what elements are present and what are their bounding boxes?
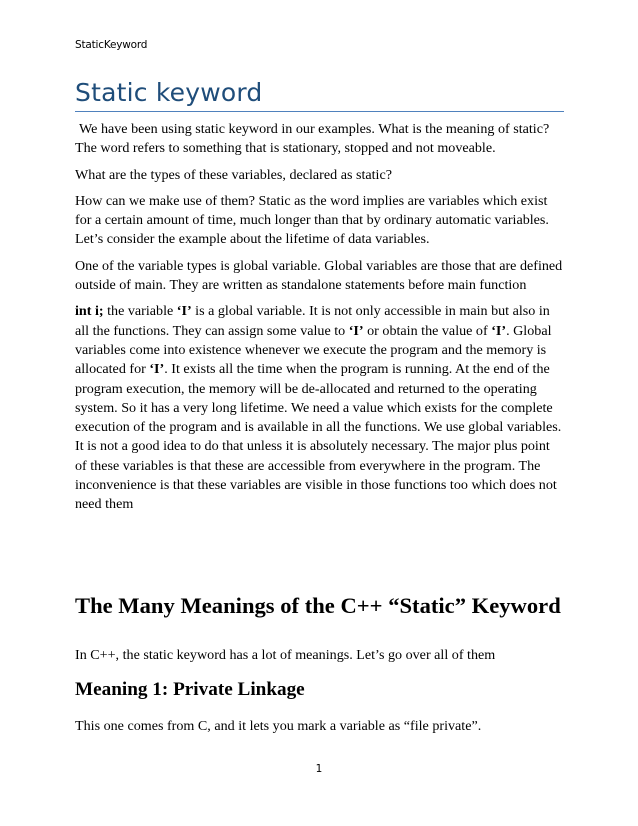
quoted-i: ‘I’ — [149, 361, 165, 378]
section-heading: The Many Meanings of the C++ “Static” Keyword — [75, 593, 561, 618]
subsection-text: This one comes from C, and it lets you mark a variable as “file private”. — [75, 718, 482, 734]
paragraph-intro: We have been using static keyword in our examples. What is the meaning of static? The word refers to something that is stationary, stopped and not moveable. — [75, 121, 550, 157]
paragraph-int-i — [75, 302, 565, 514]
running-header: StaticKeyword — [75, 39, 148, 51]
text-segment: or obtain the value of — [363, 322, 492, 339]
quoted-i: ‘I’ — [491, 322, 507, 339]
quoted-i: ‘I’ — [348, 322, 364, 339]
subsection-heading: Meaning 1: Private Linkage — [75, 679, 305, 700]
paragraph-global-variable: One of the variable types is global variable. Global variables are those that are defined outside of main. They are written as standalone statements before main function — [75, 257, 563, 294]
section-intro: In C++, the static keyword has a lot of meanings. Let’s go over all of them — [75, 647, 496, 663]
text-segment: . Global variables come into existence whenever we execute the program and the memory is allocated for — [75, 322, 552, 378]
code-int-i: int i; — [75, 303, 104, 320]
text-segment: is a global variable. It is not only accessible in main but also in all the functions. They can assign some value to — [75, 303, 550, 339]
page-number: 1 — [315, 763, 323, 775]
title-underline — [75, 111, 564, 112]
paragraph-question: What are the types of these variables, declared as static? — [75, 166, 392, 183]
body-text — [75, 120, 565, 522]
text-segment: . It exists all the time when the program is running. At the end of the program execution, the memory will be de-allocated and returned to the operating system. So it has a very long lifetime. We need a value which exists for the complete execution of the program and is available in all the functions. We use global variables. It is not a good idea to do that unless it is absolutely necessary. The major plus point of these variables is that these are accessible from everywhere in the program. The inconvenience is that these variables are visible in those functions too which does not need them — [75, 361, 562, 513]
paragraph-usage: How can we make use of them? Static as the word implies are variables which exist for a certain amount of time, much longer than that by ordinary automatic variables. Let’s consider the example about the lifetime of data variables. — [75, 192, 549, 248]
quoted-i: ‘I’ — [176, 303, 192, 320]
document-title: Static keyword — [75, 78, 263, 107]
text-segment: the variable — [103, 303, 177, 320]
